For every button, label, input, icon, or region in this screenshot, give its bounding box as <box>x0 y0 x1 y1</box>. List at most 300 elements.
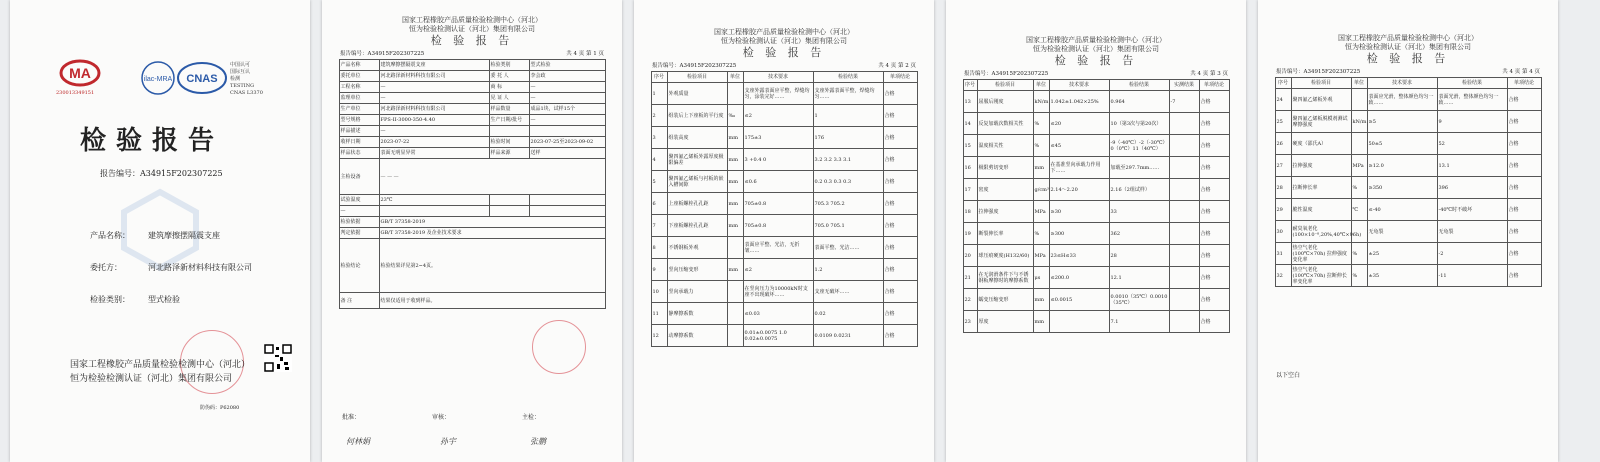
table-cell: -7 <box>1169 91 1199 113</box>
table-cell: 成品1块，试样15个 <box>529 104 605 115</box>
table-cell: 组装后上下座板的平行度 <box>667 105 727 127</box>
table-cell: ≤0.6 <box>743 171 813 193</box>
table-row <box>651 281 917 303</box>
table-cell: 10 <box>651 281 667 303</box>
table-cell: 23≤H≤33 <box>1049 245 1109 267</box>
table-cell: 表面光滑，整体颜色均匀一致…… <box>1437 89 1507 111</box>
cover-report-number: 报告编号：A34915F202307225 <box>100 169 223 178</box>
table-cell: 生产日期/批号 <box>489 115 529 126</box>
table-cell: % <box>1033 135 1049 157</box>
table-cell: 0.01±0.0075 1.0 0.02±0.0075 <box>743 325 813 347</box>
table-cell: — <box>529 93 605 104</box>
table-row <box>963 289 1229 311</box>
table-cell: 聚四氟乙烯板与衬板的嵌入槽间隙 <box>667 171 727 193</box>
table-cell: 加载至297.7mm…… <box>1109 157 1169 179</box>
report-page-1 <box>322 0 622 462</box>
table-cell: 30 <box>1275 221 1291 243</box>
table-cell <box>1351 89 1367 111</box>
table-header-cell: 检验项目 <box>1291 78 1351 89</box>
table-cell: ≥300 <box>1049 223 1109 245</box>
table-cell: 9 <box>651 259 667 281</box>
table-cell: 拉伸强度 <box>977 201 1033 223</box>
table-cell: 收样日期 <box>339 137 379 148</box>
table-cell: 送样 <box>529 148 605 159</box>
table-cell: 拉伸强度 <box>1291 155 1351 177</box>
table-cell: 合格 <box>883 83 917 105</box>
table-cell: % <box>1351 177 1367 199</box>
table-cell: — <box>379 126 489 137</box>
table-cell: mm <box>727 193 743 215</box>
table-cell: 样品描述 <box>339 126 379 137</box>
table-cell: 合格 <box>883 127 917 149</box>
table-cell: 在竖向压力为10000kN时支座不出现破坏…… <box>743 281 813 303</box>
table-cell: 样品数量 <box>489 104 529 115</box>
end-of-report-text: 以下空白 <box>1276 372 1301 379</box>
table-cell: 2023-07-25至2023-09-02 <box>529 137 605 148</box>
table-cell: 合格 <box>883 215 917 237</box>
table-cell: 聚四氟乙烯板外观 <box>1291 89 1351 111</box>
table-row <box>1275 155 1541 177</box>
table-cell: 见 证 人 <box>489 93 529 104</box>
table-cell: 52 <box>1437 133 1507 155</box>
cma-logo-icon <box>58 58 102 88</box>
table-cell: 3 +0.4 0 <box>743 149 813 171</box>
table-cell: 705±0.8 <box>743 215 813 237</box>
table-header-cell: 实测结果 <box>1169 80 1199 91</box>
table-cell: mm <box>1033 157 1049 179</box>
table-row <box>1275 89 1541 111</box>
table-row <box>1275 243 1541 265</box>
table-cell: 合格 <box>883 259 917 281</box>
table-cell: g/cm³ <box>1033 179 1049 201</box>
table-cell: 19 <box>963 223 977 245</box>
table-row <box>651 259 917 281</box>
table-cell: 合格 <box>883 237 917 259</box>
table-cell <box>1169 223 1199 245</box>
table-row <box>651 83 917 105</box>
table-header-cell: 单项结论 <box>1507 78 1541 89</box>
inspection-seal <box>532 320 586 374</box>
table-cell: 2.14～2.20 <box>1049 179 1109 201</box>
table-cell: mm <box>727 171 743 193</box>
table-cell: 表面应光滑，整体颜色均匀一致…… <box>1367 89 1437 111</box>
table-cell: 无龟裂 <box>1437 221 1507 243</box>
table-cell: 委托单位 <box>339 71 379 82</box>
table-cell: 合格 <box>883 149 917 171</box>
table-cell: MPa <box>1033 201 1049 223</box>
table-cell: 密度 <box>977 179 1033 201</box>
page-header: 国家工程橡胶产品质量检验检测中心（河北） 恒为检验检测认证（河北）集团有限公司 检 验 报 告 <box>1338 34 1478 65</box>
table-cell: 32 <box>1275 265 1291 287</box>
table-cell: 合格 <box>1507 133 1541 155</box>
table-row <box>1275 111 1541 133</box>
table-cell: ±35 <box>1367 265 1437 287</box>
table-row <box>651 303 917 325</box>
table-cell: % <box>1351 265 1367 287</box>
table-cell: 29 <box>1275 199 1291 221</box>
table-header-cell: 检验结果 <box>813 72 883 83</box>
table-cell: 合格 <box>1199 113 1229 135</box>
table-cell: -11 <box>1437 265 1507 287</box>
table-cell: -40℃时不破坏 <box>1437 199 1507 221</box>
table-cell: 合格 <box>1199 289 1229 311</box>
table-cell: 0.0109 0.0231 <box>813 325 883 347</box>
table-cell: ≤-40 <box>1367 199 1437 221</box>
table-cell: 2.16（2组试样） <box>1109 179 1169 201</box>
table-cell: 合格 <box>1199 135 1229 157</box>
table-cell: μs <box>1033 267 1049 289</box>
table-row <box>339 104 605 115</box>
table-cell: 厚度 <box>977 311 1033 333</box>
table-cell: MPa <box>1033 245 1049 267</box>
table-cell <box>1169 289 1199 311</box>
table-cell: 合格 <box>1507 265 1541 287</box>
table-cell: 河北路泽新材料科技有限公司 <box>379 71 489 82</box>
table-cell <box>727 237 743 259</box>
table-cell: 24 <box>1275 89 1291 111</box>
table-cell: 396 <box>1437 177 1507 199</box>
table-cell: — <box>529 115 605 126</box>
table-cell: mm <box>727 215 743 237</box>
table-cell: 22 <box>963 289 977 311</box>
table-row <box>651 325 917 347</box>
table-cell <box>529 126 605 137</box>
table-cell: 7 <box>651 215 667 237</box>
table-cell: 李会政 <box>529 71 605 82</box>
table-header-cell: 序号 <box>1275 78 1291 89</box>
table-row <box>963 245 1229 267</box>
table-cell: 13 <box>963 91 977 113</box>
svg-text:中国认可: 中国认可 <box>230 62 251 68</box>
table-cell: 2 <box>651 105 667 127</box>
table-cell: 硬度（邵氏A） <box>1291 133 1351 155</box>
table-cell: 175±3 <box>743 127 813 149</box>
table-cell: 3.2 3.2 3.3 3.1 <box>813 149 883 171</box>
table-cell: 下座板螺栓孔孔距 <box>667 215 727 237</box>
table-cell: MPa <box>1351 155 1367 177</box>
table-header-cell: 单项结论 <box>883 72 917 83</box>
table-row <box>339 137 605 148</box>
table-cell: -2 <box>1437 243 1507 265</box>
table-cell: 蠕变压缩变形 <box>977 289 1033 311</box>
table-row <box>651 237 917 259</box>
table-cell <box>1169 113 1199 135</box>
table-cell: 热空气老化(100℃×70h) 拉断伸长率变化率 <box>1291 265 1351 287</box>
table-row <box>963 179 1229 201</box>
svg-text:CNAS: CNAS <box>186 73 218 85</box>
table-row <box>651 105 917 127</box>
table-cell: 组装高度 <box>667 127 727 149</box>
table-cell: 1 <box>651 83 667 105</box>
page-meta: 报告编号：A34915F202307225 共 4 页 第 1 页 <box>340 51 604 57</box>
table-cell: 28 <box>1275 177 1291 199</box>
table-cell: ≤0.03 <box>743 303 813 325</box>
table-cell: 合格 <box>1199 91 1229 113</box>
table-row <box>1275 221 1541 243</box>
table-cell: 脆性温度 <box>1291 199 1351 221</box>
table-cell: 16 <box>963 157 977 179</box>
table-cell: 合格 <box>883 193 917 215</box>
cover-product-field: 产品名称： 建筑摩擦摆隔震支座 <box>90 231 220 240</box>
table-cell: ≤20 <box>1049 113 1109 135</box>
table-cell: 8 <box>651 237 667 259</box>
table-cell: ≥5 <box>1367 111 1437 133</box>
table-cell: 样品状态 <box>339 148 379 159</box>
cma-code: 230013349151 <box>56 90 95 96</box>
table-header-cell: 检验结果 <box>1109 80 1169 91</box>
table-cell: 0.02 <box>813 303 883 325</box>
table-cell: 0.0010（35℃）0.0010（35℃） <box>1109 289 1169 311</box>
tester-label: 主检： <box>522 414 541 421</box>
table-cell: 7.1 <box>1109 311 1169 333</box>
table-cell: 13.1 <box>1437 155 1507 177</box>
table-cell: % <box>1033 113 1049 135</box>
table-cell <box>727 303 743 325</box>
table-cell: 20 <box>963 245 977 267</box>
table-cell: ℃ <box>1351 199 1367 221</box>
table-cell: 705±0.8 <box>743 193 813 215</box>
table-row <box>963 223 1229 245</box>
table-row <box>339 82 605 93</box>
table-cell: 极限剪切变形 <box>977 157 1033 179</box>
table-row <box>963 135 1229 157</box>
table-cell: — <box>529 82 605 93</box>
table-row <box>963 201 1229 223</box>
table-row <box>651 149 917 171</box>
table-cell: 31 <box>1275 243 1291 265</box>
table-cell: 产品名称 <box>339 60 379 71</box>
table-cell: ±25 <box>1367 243 1437 265</box>
report-page-4 <box>1258 0 1558 462</box>
reviewer-label: 审核： <box>432 414 451 421</box>
table-cell: 竖向压缩变形 <box>667 259 727 281</box>
table-cell: ≥12.0 <box>1367 155 1437 177</box>
table-cell: 动摩擦系数 <box>667 325 727 347</box>
table-cell: mm <box>727 127 743 149</box>
table-header-cell: 技术要求 <box>743 72 813 83</box>
table-cell <box>1169 135 1199 157</box>
table-cell <box>1169 311 1199 333</box>
table-cell <box>727 281 743 303</box>
table-cell: 33 <box>1109 201 1169 223</box>
table-cell: 合格 <box>1507 221 1541 243</box>
table-cell: 17 <box>963 179 977 201</box>
table-header-cell: 单位 <box>727 72 743 83</box>
page-header: 国家工程橡胶产品质量检验检测中心（河北） 恒为检验检测认证（河北）集团有限公司 检 验 报 告 <box>714 28 854 59</box>
table-cell: 14 <box>963 113 977 135</box>
cover-client-field: 委托方： 河北路泽新材料科技有限公司 <box>90 263 252 272</box>
approver-label: 批准： <box>342 414 361 421</box>
table-cell: 在基准竖向承载力作用下…… <box>1049 157 1109 179</box>
table-cell: 合格 <box>1199 267 1229 289</box>
table-cell: 合格 <box>883 105 917 127</box>
table-cell: 样品来源 <box>489 148 529 159</box>
svg-text:TESTING: TESTING <box>230 83 255 89</box>
cover-type-field: 检验类别： 型式检验 <box>90 295 180 304</box>
svg-text:国际互认: 国际互认 <box>230 69 251 75</box>
table-row <box>1275 265 1541 287</box>
results-table-1 <box>651 71 918 347</box>
table-cell: 26 <box>1275 133 1291 155</box>
table-cell: 合格 <box>1507 177 1541 199</box>
table-cell: 50±5 <box>1367 133 1437 155</box>
table-cell: 10（第3次与第20次） <box>1109 113 1169 135</box>
table-cell: 12 <box>651 325 667 347</box>
table-cell: 支座外露表面应平整，焊缝均匀，涂装完好…… <box>743 83 813 105</box>
table-cell: 上座板螺栓孔孔距 <box>667 193 727 215</box>
table-cell: mm <box>1033 311 1049 333</box>
table-cell: 合格 <box>1507 111 1541 133</box>
table-row <box>651 215 917 237</box>
table-row <box>339 93 605 104</box>
table-cell: 温度相关性 <box>977 135 1033 157</box>
table-cell: 合格 <box>883 281 917 303</box>
table-cell: 2023-07-22 <box>379 137 489 148</box>
table-cell: 球压痕硬度(H132/60) <box>977 245 1033 267</box>
table-cell: 检验时间 <box>489 137 529 148</box>
table-cell: 在无润滑条件下与不锈钢板摩擦时的摩擦系数 <box>977 267 1033 289</box>
table-cell: ≤200.0 <box>1049 267 1109 289</box>
table-cell: ≥30 <box>1049 201 1109 223</box>
table-cell: 表面无明显异常 <box>379 148 489 159</box>
table-cell: 合格 <box>1199 311 1229 333</box>
table-cell: ‰ <box>727 105 743 127</box>
table-row <box>651 171 917 193</box>
table-header-cell: 检验项目 <box>977 80 1033 91</box>
table-cell <box>1169 201 1199 223</box>
table-header-cell: 单位 <box>1033 80 1049 91</box>
cover-title: 检验报告 <box>80 126 225 156</box>
table-cell: 18 <box>963 201 977 223</box>
table-cell: 工程名称 <box>339 82 379 93</box>
table-cell: 25 <box>1275 111 1291 133</box>
table-row <box>339 126 605 137</box>
table-cell: 合格 <box>1199 157 1229 179</box>
svg-text:CNAS L3370: CNAS L3370 <box>230 90 263 96</box>
table-cell: 9 <box>1437 111 1507 133</box>
table-cell: ≥350 <box>1367 177 1437 199</box>
signature-3: 张鹏 <box>530 437 546 446</box>
table-cell: 聚四氟乙烯板外露厚度极限偏差 <box>667 149 727 171</box>
table-cell: kN/m <box>1351 111 1367 133</box>
table-row <box>963 113 1229 135</box>
table-cell: 23 <box>963 311 977 333</box>
table-cell: 0.964 <box>1109 91 1169 113</box>
table-cell <box>1169 245 1199 267</box>
table-cell: 耐臭氧老化(100×10⁻⁸,20%,40℃×96h) <box>1291 221 1351 243</box>
table-cell: 表面平整、光洁…… <box>813 237 883 259</box>
table-cell: mm <box>727 259 743 281</box>
table-row <box>963 91 1229 113</box>
table-row <box>651 193 917 215</box>
table-cell: % <box>1351 243 1367 265</box>
table-cell: 4 <box>651 149 667 171</box>
table-cell: 反复加载次数相关性 <box>977 113 1033 135</box>
table-cell: 12.1 <box>1109 267 1169 289</box>
signature-2: 孙宇 <box>440 437 456 446</box>
table-cell: 21 <box>963 267 977 289</box>
table-row <box>339 148 605 159</box>
page-header: 国家工程橡胶产品质量检验检测中心（河北） 恒为检验检测认证（河北）集团有限公司 检 验 报 告 <box>402 16 542 47</box>
page-meta: 报告编号：A34915F202307225 共 4 页 第 3 页 <box>964 71 1228 77</box>
table-cell: 176 <box>813 127 883 149</box>
table-cell: 合格 <box>1199 179 1229 201</box>
table-cell: 6 <box>651 193 667 215</box>
table-cell: ≤0.0015 <box>1049 289 1109 311</box>
ilac-cnas-logo-icon <box>140 58 270 100</box>
basic-info-table: 产品名称 建筑摩擦摆隔震支座 检验类别 型式检验 委托单位 河北路泽新材料科技有限公司 委 托 人 李会政 工程名称 — 商 标 — 监理单位 — 见 证 人 — 生产单位 河北路泽新材料科技有限公司 样品数量 成品1块，试样15个 型号规格 FPS-II-3000-350-4.40 生产日期/批号 — 样品描述 — 收样日期 2023-07-22 检验时间 2023-07-25至2023-09-02 样品状态 表面无明显异常 样品来源 送样 主检设备 — — — 试验温度 23℃ — 检验依据 GB/T 37358-2019 判定依据 GB/T 37358-2019 及企业技术要求 检验结论 检验结果详见第2~4页。 备 注 结果仅适用于收到样品。 <box>339 59 606 309</box>
table-cell: 生产单位 <box>339 104 379 115</box>
table-cell: 11 <box>651 303 667 325</box>
table-cell: 型式检验 <box>529 60 605 71</box>
table-cell: 商 标 <box>489 82 529 93</box>
table-cell: 热空气老化(100℃×70h) 拉伸强度变化率 <box>1291 243 1351 265</box>
table-header-cell: 序号 <box>651 72 667 83</box>
table-cell: 1.2 <box>813 259 883 281</box>
table-cell: 合格 <box>883 303 917 325</box>
table-header-cell: 检验项目 <box>667 72 727 83</box>
table-row <box>1275 177 1541 199</box>
table-cell: 支座外露表面平整，焊缝均匀…… <box>813 83 883 105</box>
page-header: 国家工程橡胶产品质量检验检测中心（河北） 恒为检验检测认证（河北）集团有限公司 检 验 报 告 <box>1026 36 1166 67</box>
table-cell: — <box>379 93 489 104</box>
table-row <box>339 115 605 126</box>
table-cell: 拉断伸长率 <box>1291 177 1351 199</box>
table-cell: 5 <box>651 171 667 193</box>
report-page-2 <box>634 0 934 462</box>
table-cell <box>489 126 529 137</box>
table-cell: 外观质量 <box>667 83 727 105</box>
table-row <box>963 267 1229 289</box>
table-cell: 屈服后刚度 <box>977 91 1033 113</box>
qr-code-icon <box>264 344 292 372</box>
table-cell: 0.2 0.3 0.3 0.3 <box>813 171 883 193</box>
table-row <box>339 60 605 71</box>
table-cell: 3 <box>651 127 667 149</box>
table-cell: kN/m <box>1033 91 1049 113</box>
table-cell: mm <box>1033 289 1049 311</box>
cover-issuer: 国家工程橡胶产品质量检验检测中心（河北） 恒为检验检测认证（河北）集团有限公司 <box>70 360 251 384</box>
table-cell: mm <box>727 149 743 171</box>
page-meta: 报告编号：A34915F202307225 共 4 页 第 4 页 <box>1276 69 1540 75</box>
table-cell: ≤2 <box>743 105 813 127</box>
table-cell: 合格 <box>883 171 917 193</box>
table-header-cell: 检验结果 <box>1437 78 1507 89</box>
table-cell: 河北路泽新材料科技有限公司 <box>379 104 489 115</box>
table-cell: 27 <box>1275 155 1291 177</box>
table-cell <box>1351 133 1367 155</box>
table-row <box>339 71 605 82</box>
svg-text:MA: MA <box>69 65 91 81</box>
table-cell: FPS-II-3000-350-4.40 <box>379 115 489 126</box>
table-header-cell: 单位 <box>1351 78 1367 89</box>
page-meta: 报告编号：A34915F202307225 共 4 页 第 2 页 <box>652 63 916 69</box>
table-cell: 362 <box>1109 223 1169 245</box>
table-header-cell: 序号 <box>963 80 977 91</box>
table-row <box>651 127 917 149</box>
table-row <box>963 157 1229 179</box>
signature-1: 何林娟 <box>346 437 370 446</box>
table-cell: 静摩擦系数 <box>667 303 727 325</box>
table-header-cell: 技术要求 <box>1367 78 1437 89</box>
table-header-cell: 单项结论 <box>1199 80 1229 91</box>
table-cell: — <box>379 82 489 93</box>
table-cell: 合格 <box>1507 199 1541 221</box>
table-cell <box>1169 179 1199 201</box>
table-cell: 合格 <box>1507 89 1541 111</box>
table-cell <box>1049 311 1109 333</box>
table-cell: 监理单位 <box>339 93 379 104</box>
